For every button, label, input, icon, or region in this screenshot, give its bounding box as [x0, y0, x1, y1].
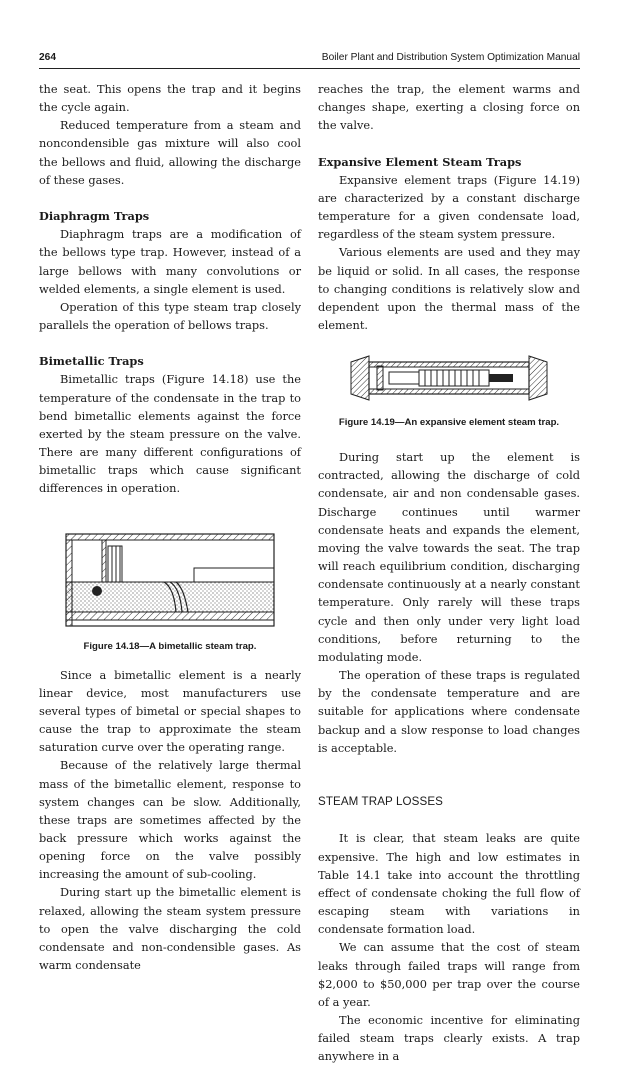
paragraph: Expansive element traps (Figure 14.19) are characterized by a constant discharge temperature for a given condensate load, regardless of the steam system pressure.: [318, 172, 580, 242]
paragraph: Various elements are used and they may be liquid or solid. In all cases, the response to changing conditions is relatively slow and dependent upon the thermal mass of the element.: [318, 245, 580, 333]
section-heading-steam-trap-losses: STEAM TRAP LOSSES: [318, 795, 443, 809]
paragraph: the seat. This opens the trap and it begins the cycle again.: [39, 82, 301, 115]
paragraph: During start up the element is contracted, allowing the discharge of cold condensate, air and non condensable gases. Discharge continues until warmer condensate heats and expands the element, moving the valve towards the seat. The trap will reach equilibrium condition, discharging condensate continuously at a nearly constant temperature. Only rarely will these traps cycle and then only under very light load conditions, before returning to the modulating mode.: [318, 450, 580, 664]
paragraph: The operation of these traps is regulated by the condensate temperature and are suitable for applications where condensate backup and a slow response to load changes is acceptable.: [318, 668, 580, 755]
paragraph: Since a bimetallic element is a nearly linear device, most manufacturers use several types of bimetal or special shapes to cause the trap to approximate the steam saturation curve over the operating range.: [39, 667, 301, 755]
paragraph: During start up the bimetallic element is relaxed, allowing the steam system pressure to open the valve discharging the cold condensate and non-condensible gases. As warm condensate: [39, 885, 301, 973]
section-heading-expansive: Expansive Element Steam Traps: [318, 154, 522, 169]
section-heading-diaphragm: Diaphragm Traps: [39, 209, 150, 224]
paragraph: Operation of this type steam trap closely parallels the operation of bellows traps.: [39, 299, 301, 333]
header-rule: [39, 68, 580, 69]
figure-14-18-caption: Figure 14.18—A bimetallic steam trap.: [83, 640, 257, 652]
page-number: 264: [39, 52, 56, 63]
running-header: [39, 52, 580, 68]
right-column: [318, 80, 580, 1065]
paragraph: Reduced temperature from a steam and noncondensible gas mixture will also cool the bellows and fluid, allowing the discharge of these gases.: [39, 118, 301, 187]
paragraph: It is clear, that steam leaks are quite expensive. The high and low estimates in Table 14.1 take into account the throttling effect of condensate choking the full flow of escaping steam with variations in condensate formation load.: [318, 831, 580, 937]
figure-14-19: [349, 352, 549, 404]
figure-14-19-caption: Figure 14.19—An expansive element steam trap.: [338, 417, 560, 429]
paragraph: Because of the relatively large thermal mass of the bimetallic element, response to system changes can be slow. Additionally, these traps are sometimes affected by the back pressure which works against the opening force on the valve possibly increasing the amount of sub-cooling.: [39, 758, 301, 882]
left-column: [39, 80, 301, 974]
section-heading-bimetallic: Bimetallic Traps: [39, 354, 144, 369]
running-title: Boiler Plant and Distribution System Optimization Manual: [321, 52, 580, 63]
paragraph: We can assume that the cost of steam leaks through failed traps will range from $2,000 to $50,000 per trap over the course of a year.: [318, 940, 580, 1009]
bimetallic-trap-diagram: [64, 532, 276, 628]
figure-14-18: [64, 532, 276, 628]
paragraph: Bimetallic traps (Figure 14.18) use the temperature of the condensate in the trap to bend bimetallic elements against the force exerted by the steam pressure on the valve. There are many different configurations of bimetallic traps which cause significant differences in operation.: [39, 372, 301, 496]
paragraph: Diaphragm traps are a modification of the bellows type trap. However, instead of a large bellows with many convolutions or welded elements, a single element is used.: [39, 227, 301, 296]
expansive-element-trap-diagram: [349, 352, 549, 404]
paragraph: The economic incentive for eliminating failed steam traps clearly exists. A trap anywhere in a: [318, 1012, 580, 1064]
paragraph: reaches the trap, the element warms and changes shape, exerting a closing force on the valve.: [318, 82, 580, 133]
